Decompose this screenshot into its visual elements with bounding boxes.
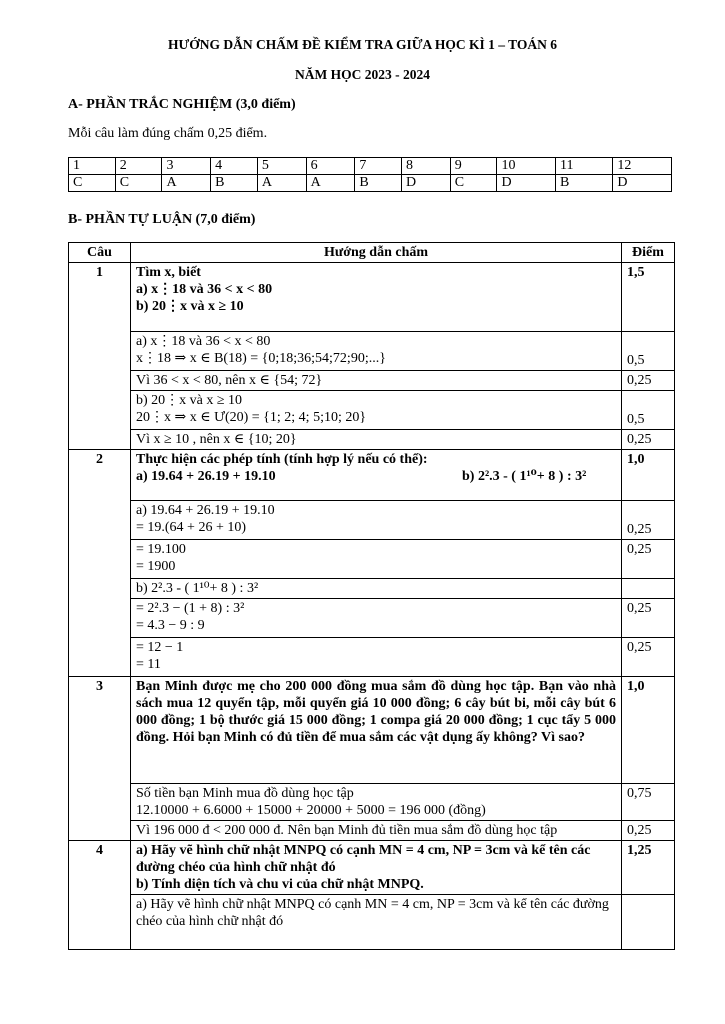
answer-key-table xyxy=(68,157,672,192)
answer-number: 10 xyxy=(497,158,556,175)
answer-number: 12 xyxy=(613,158,672,175)
question-total-score: 1,5 xyxy=(622,263,675,332)
solution-step: = 2².3 − (1 + 8) : 3² = 4.3 − 9 : 9 xyxy=(131,599,622,638)
table-row xyxy=(69,263,675,332)
question-number: 3 xyxy=(69,677,131,841)
part-a-note: Mỗi câu làm đúng chấm 0,25 điểm. xyxy=(68,126,268,141)
answer-number: 7 xyxy=(355,158,402,175)
answer-letter: A xyxy=(162,175,211,192)
table-row xyxy=(69,501,675,540)
table-row xyxy=(69,579,675,599)
table-row xyxy=(69,638,675,677)
question-total-score: 1,25 xyxy=(622,841,675,895)
solution-step: a) Hãy vẽ hình chữ nhật MNPQ có cạnh MN = 4 cm, NP = 3cm và kể tên các đường chéo của hình chữ nhật đó xyxy=(131,895,622,950)
step-score: 0,25 xyxy=(622,501,675,540)
step-score: 0,25 xyxy=(622,371,675,391)
table-row xyxy=(69,540,675,579)
step-score: 0,25 xyxy=(622,430,675,450)
table-row xyxy=(69,821,675,841)
table-row xyxy=(69,599,675,638)
question-total-score: 1,0 xyxy=(622,450,675,501)
answer-letter: C xyxy=(69,175,116,192)
step-score xyxy=(622,579,675,599)
grading-table xyxy=(68,242,675,950)
solution-step: Số tiền bạn Minh mua đồ dùng học tập 12.10000 + 6.6000 + 15000 + 20000 + 5000 = 196 000 (đồng) xyxy=(131,784,622,821)
solution-step: Vì x ≥ 10 , nên x ∈ {10; 20} xyxy=(131,430,622,450)
question-total-score: 1,0 xyxy=(622,677,675,784)
answer-number: 1 xyxy=(69,158,116,175)
answer-letter: D xyxy=(402,175,451,192)
answer-number: 6 xyxy=(306,158,355,175)
answer-letter: A xyxy=(257,175,306,192)
step-score: 0,5 xyxy=(622,391,675,430)
header-guide: Hướng dẫn chấm xyxy=(131,243,622,263)
step-score: 0,75 xyxy=(622,784,675,821)
table-row xyxy=(69,841,675,895)
step-score: 0,5 xyxy=(622,332,675,371)
answer-letter: A xyxy=(306,175,355,192)
table-row xyxy=(69,332,675,371)
answer-number: 5 xyxy=(257,158,306,175)
solution-step: Vì 36 < x < 80, nên x ∈ {54; 72} xyxy=(131,371,622,391)
answer-number: 2 xyxy=(115,158,162,175)
question-number: 2 xyxy=(69,450,131,677)
question-number: 4 xyxy=(69,841,131,950)
step-score: 0,25 xyxy=(622,599,675,638)
answer-letter: B xyxy=(355,175,402,192)
solution-step: b) 2².3 - ( 1¹⁰+ 8 ) : 3² xyxy=(131,579,622,599)
answer-letter: C xyxy=(450,175,497,192)
question-prompt: Tìm x, biết a) x⋮18 và 36 < x < 80 b) 20⋮x và x ≥ 10 xyxy=(131,263,622,332)
answer-letter: B xyxy=(556,175,613,192)
answer-letter: C xyxy=(115,175,162,192)
table-row xyxy=(69,677,675,784)
doc-title: HƯỚNG DẪN CHẤM ĐỀ KIỂM TRA GIỮA HỌC KÌ 1 – TOÁN 6 xyxy=(167,37,558,52)
part-b-title: B- PHẦN TỰ LUẬN (7,0 điểm) xyxy=(68,212,256,227)
answer-letters-row xyxy=(69,175,672,192)
solution-step: b) 20⋮x và x ≥ 10 20⋮x ⇒ x ∈ Ư(20) = {1; 2; 4; 5;10; 20} xyxy=(131,391,622,430)
answer-number: 3 xyxy=(162,158,211,175)
step-score: 0,25 xyxy=(622,821,675,841)
solution-step: = 19.100 = 1900 xyxy=(131,540,622,579)
school-year: NĂM HỌC 2023 - 2024 xyxy=(295,67,430,82)
answer-number: 9 xyxy=(450,158,497,175)
table-row xyxy=(69,430,675,450)
table-row xyxy=(69,895,675,950)
answer-numbers-row xyxy=(69,158,672,175)
answer-letter: D xyxy=(497,175,556,192)
table-row xyxy=(69,391,675,430)
answer-letter: B xyxy=(211,175,258,192)
step-score: 0,25 xyxy=(622,540,675,579)
question-number: 1 xyxy=(69,263,131,450)
table-row xyxy=(69,784,675,821)
answer-letter: D xyxy=(613,175,672,192)
table-header-row xyxy=(69,243,675,263)
solution-step: Vì 196 000 đ < 200 000 đ. Nên bạn Minh đủ tiền mua sắm đồ dùng học tập xyxy=(131,821,622,841)
part-a-title: A- PHẦN TRẮC NGHIỆM (3,0 điểm) xyxy=(68,97,296,112)
solution-step: a) 19.64 + 26.19 + 19.10 = 19.(64 + 26 + 10) xyxy=(131,501,622,540)
answer-number: 8 xyxy=(402,158,451,175)
step-score xyxy=(622,895,675,950)
answer-number: 4 xyxy=(211,158,258,175)
answer-number: 11 xyxy=(556,158,613,175)
question-prompt: Bạn Minh được mẹ cho 200 000 đồng mua sắm đồ dùng học tập. Bạn vào nhà sách mua 12 quyển tập, mỗi quyển giá 10 000 đồng; 6 cây bút bi, mỗi cây bút 6 000 đồng; 1 bộ thước giá 15 000 đồng; 1 compa giá 20 000 đồng; 1 cục tẩy 5 000 đồng. Hỏi bạn Minh có đủ tiền để mua sắm các vật dụng ấy không? Vì sao? xyxy=(131,677,622,784)
step-score: 0,25 xyxy=(622,638,675,677)
table-row xyxy=(69,371,675,391)
solution-step: a) x⋮18 và 36 < x < 80 x⋮18 ⇒ x ∈ B(18) = {0;18;36;54;72;90;...} xyxy=(131,332,622,371)
table-row xyxy=(69,450,675,501)
header-question: Câu xyxy=(69,243,131,263)
question-prompt: Thực hiện các phép tính (tính hợp lý nếu có thể): a) 19.64 + 26.19 + 19.10 b) 2².3 - ( 1¹⁰+ 8 ) : 3² xyxy=(131,450,622,501)
header-score: Điểm xyxy=(622,243,675,263)
question-prompt: a) Hãy vẽ hình chữ nhật MNPQ có cạnh MN = 4 cm, NP = 3cm và kể tên các đường chéo của hình chữ nhật đó b) Tính diện tích và chu vi của chữ nhật MNPQ. xyxy=(131,841,622,895)
solution-step: = 12 − 1 = 11 xyxy=(131,638,622,677)
